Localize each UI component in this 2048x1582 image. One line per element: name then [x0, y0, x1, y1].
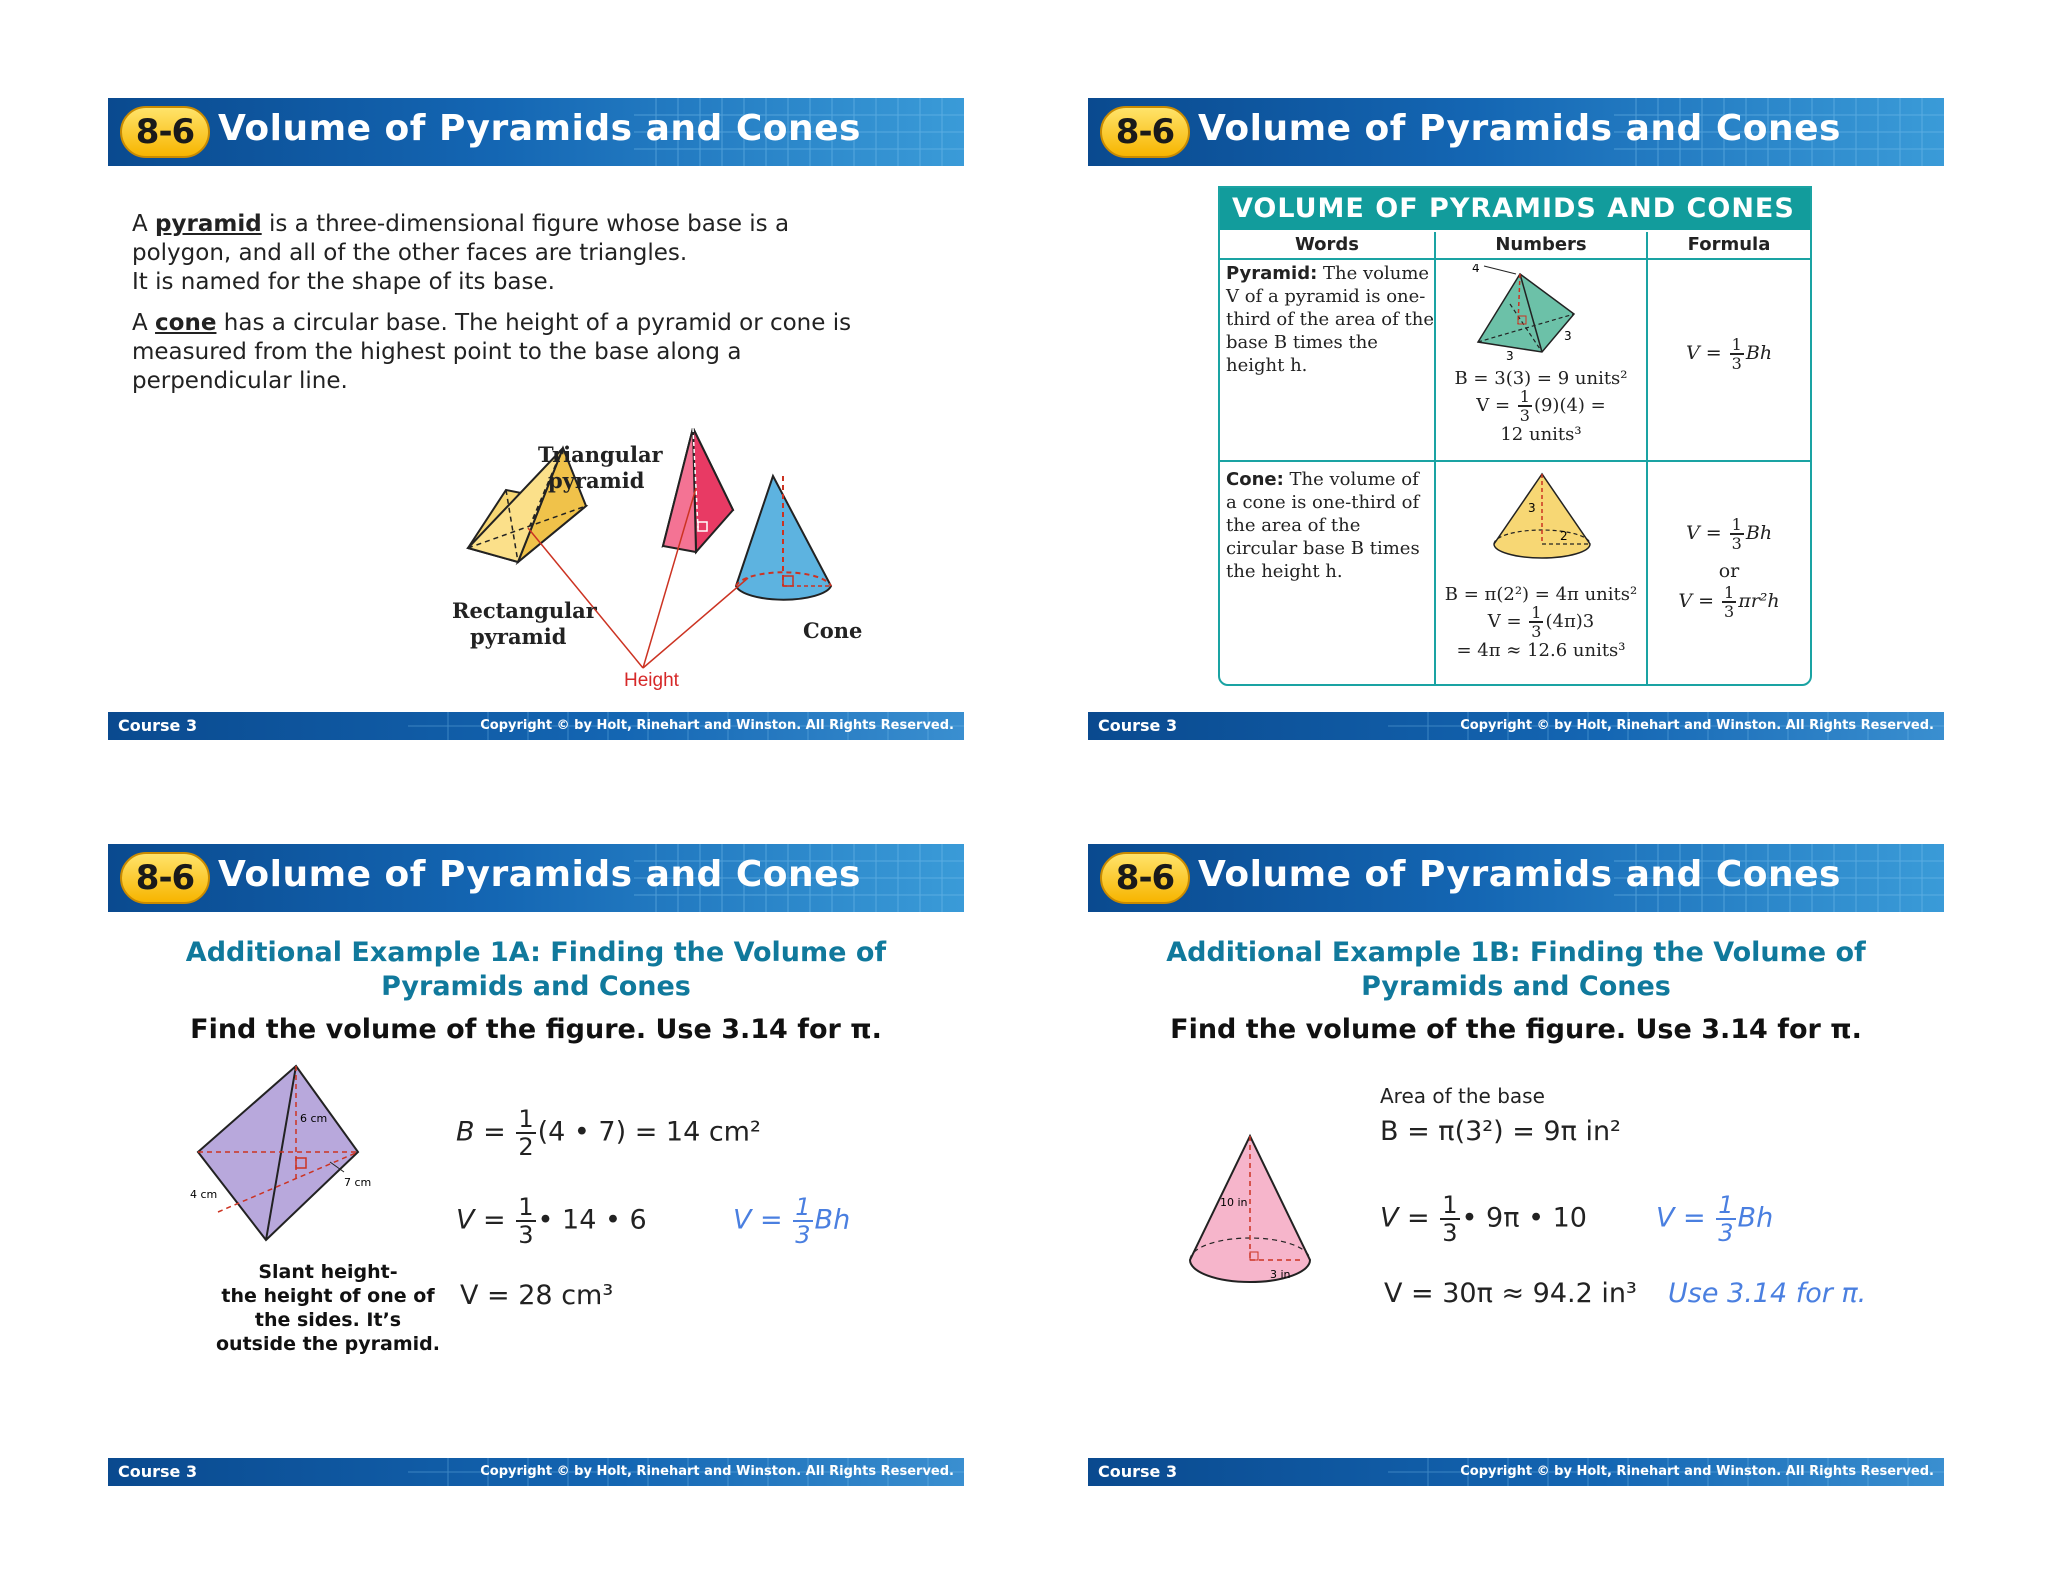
slide-footer [108, 1458, 964, 1486]
solids-figure [448, 428, 968, 698]
use-pi-note: Use 3.14 for π. [1668, 1278, 1867, 1309]
svg-text:4 cm: 4 cm [190, 1188, 218, 1201]
label-triangular-pyramid: pyramid [548, 468, 645, 493]
cone-diagram [1488, 468, 1598, 564]
square-pyramid-diagram [188, 1062, 378, 1262]
row-divider [1220, 460, 1810, 462]
label-rectangular: Rectangular [452, 598, 597, 623]
slide-title: Volume of Pyramids and Cones [1198, 108, 1841, 149]
pyramid-words: Pyramid: The volume V of a pyramid is one-third of the area of the base B times the height h. [1226, 263, 1434, 376]
pyramid-volume-result: 12 units³ [1500, 424, 1582, 445]
lesson-badge: 8-6 [1100, 852, 1190, 904]
example-title: Additional Example 1A: Finding the Volume of Pyramids and Cones [185, 937, 887, 1002]
formula-reminder: V = $\frac{1}{3}$ Bh [1656, 1191, 1774, 1247]
pyramid-base-area: B = 3(3) = 9 units² [1454, 368, 1628, 389]
slide-pyramids-cones-intro [108, 98, 964, 738]
intro-text [132, 210, 892, 408]
course-label: Course 3 [118, 1462, 198, 1481]
copyright-text: Copyright © by Holt, Rinehart and Winston. All Rights Reserved. [1460, 718, 1934, 733]
pyramid-volume-calc: V = $\frac{1}{3}$ (9)(4) = [1476, 387, 1606, 425]
cone-definition: A cone has a circular base. The height of a pyramid or cone is measured from the highest point to the base along a perpendicular line. [132, 310, 852, 394]
copyright-text: Copyright © by Holt, Rinehart and Winston. All Rights Reserved. [480, 1464, 954, 1479]
equation-result: V = 28 cm³ [460, 1280, 614, 1311]
term-pyramid: pyramid [155, 211, 262, 237]
label-height: Height [624, 670, 679, 691]
cone-shape [736, 476, 831, 600]
volume-table [1218, 186, 1812, 686]
col-header-numbers: Numbers [1495, 234, 1587, 255]
copyright-text: Copyright © by Holt, Rinehart and Winston. All Rights Reserved. [480, 718, 954, 733]
cone-formula-1: V = $\frac{1}{3}$ Bh [1685, 515, 1773, 553]
slide-volume-table [1088, 98, 1944, 738]
equation-base-area: B = $\frac{1}{2}$ (4 • 7) = 14 cm² [456, 1105, 761, 1161]
slide-footer [1088, 712, 1944, 740]
svg-text:4: 4 [1472, 264, 1480, 275]
svg-text:3: 3 [1528, 501, 1536, 515]
lesson-badge: 8-6 [120, 106, 210, 158]
slide-footer [1088, 1458, 1944, 1486]
example-prompt: Find the volume of the figure. Use 3.14 for π. [190, 1014, 882, 1045]
formula-reminder: V = $\frac{1}{3}$ Bh [733, 1193, 851, 1249]
course-label: Course 3 [118, 716, 198, 735]
slant-height-note: Slant height- the height of one of the sides. It’s outside the pyramid. [215, 1261, 440, 1355]
cone-words: Cone: The volume of a cone is one-third of the area of the circular base B times the height h. [1226, 469, 1420, 582]
course-label: Course 3 [1098, 1462, 1178, 1481]
cone-formula-or: or [1718, 560, 1740, 582]
slide-header [108, 98, 964, 166]
slide-title: Volume of Pyramids and Cones [218, 854, 861, 895]
col-header-formula: Formula [1687, 234, 1771, 255]
cone-base-area: B = π(2²) = 4π units² [1444, 584, 1638, 605]
cone-volume-result: = 4π ≈ 12.6 units³ [1456, 640, 1626, 661]
table-title: VOLUME OF PYRAMIDS AND CONES [1220, 188, 1810, 230]
slide-example-1b [1088, 844, 1944, 1484]
term-cone: cone [155, 310, 217, 336]
pyramid-formula: V = $\frac{1}{3}$ Bh [1685, 335, 1773, 373]
pyramid-diagram [1470, 264, 1600, 360]
svg-text:7 cm: 7 cm [344, 1176, 372, 1189]
svg-text:3 in: 3 in [1270, 1268, 1291, 1281]
label-cone: Cone [803, 618, 863, 643]
course-label: Course 3 [1098, 716, 1178, 735]
area-of-base-label: Area of the base [1380, 1084, 1545, 1108]
equation-base-area: B = π(3²) = 9π in² [1380, 1116, 1621, 1147]
equation-volume: V = $\frac{1}{3}$ • 9π • 10 [1380, 1191, 1587, 1247]
slide-example-1a [108, 844, 964, 1484]
label-triangular: Triangular [538, 442, 663, 467]
col-header-words: Words [1294, 234, 1360, 255]
copyright-text: Copyright © by Holt, Rinehart and Winston. All Rights Reserved. [1460, 1464, 1934, 1479]
example-title: Additional Example 1B: Finding the Volume of Pyramids and Cones [1166, 937, 1866, 1002]
svg-text:3: 3 [1564, 329, 1572, 343]
svg-text:6 cm: 6 cm [300, 1112, 328, 1125]
cone-example-diagram [1184, 1130, 1324, 1310]
slide-header [1088, 98, 1944, 166]
lesson-badge: 8-6 [1100, 106, 1190, 158]
row-divider [1220, 258, 1810, 260]
equation-result: V = 30π ≈ 94.2 in³ [1384, 1278, 1637, 1309]
slide-title: Volume of Pyramids and Cones [218, 108, 861, 149]
example-prompt: Find the volume of the figure. Use 3.14 for π. [1170, 1014, 1862, 1045]
cone-volume-calc: V = $\frac{1}{3}$ (4π)3 [1487, 603, 1595, 641]
slide-title: Volume of Pyramids and Cones [1198, 854, 1841, 895]
triangular-pyramid-shape [663, 428, 733, 552]
svg-text:3: 3 [1506, 349, 1514, 360]
svg-text:2: 2 [1560, 529, 1568, 543]
slide-footer [108, 712, 964, 740]
svg-text:10 in: 10 in [1220, 1196, 1248, 1209]
label-rectangular-pyramid: pyramid [470, 624, 567, 649]
slide-header [108, 844, 964, 912]
pyramid-definition: A pyramid is a three-dimensional figure whose base is a polygon, and all of the other faces are triangles. It is named for the shape of its base. [132, 211, 790, 295]
equation-volume: V = $\frac{1}{3}$ • 14 • 6 [456, 1193, 647, 1249]
lesson-badge: 8-6 [120, 852, 210, 904]
cone-formula-2: V = $\frac{1}{3}$ πr²h [1678, 583, 1780, 621]
slide-header [1088, 844, 1944, 912]
